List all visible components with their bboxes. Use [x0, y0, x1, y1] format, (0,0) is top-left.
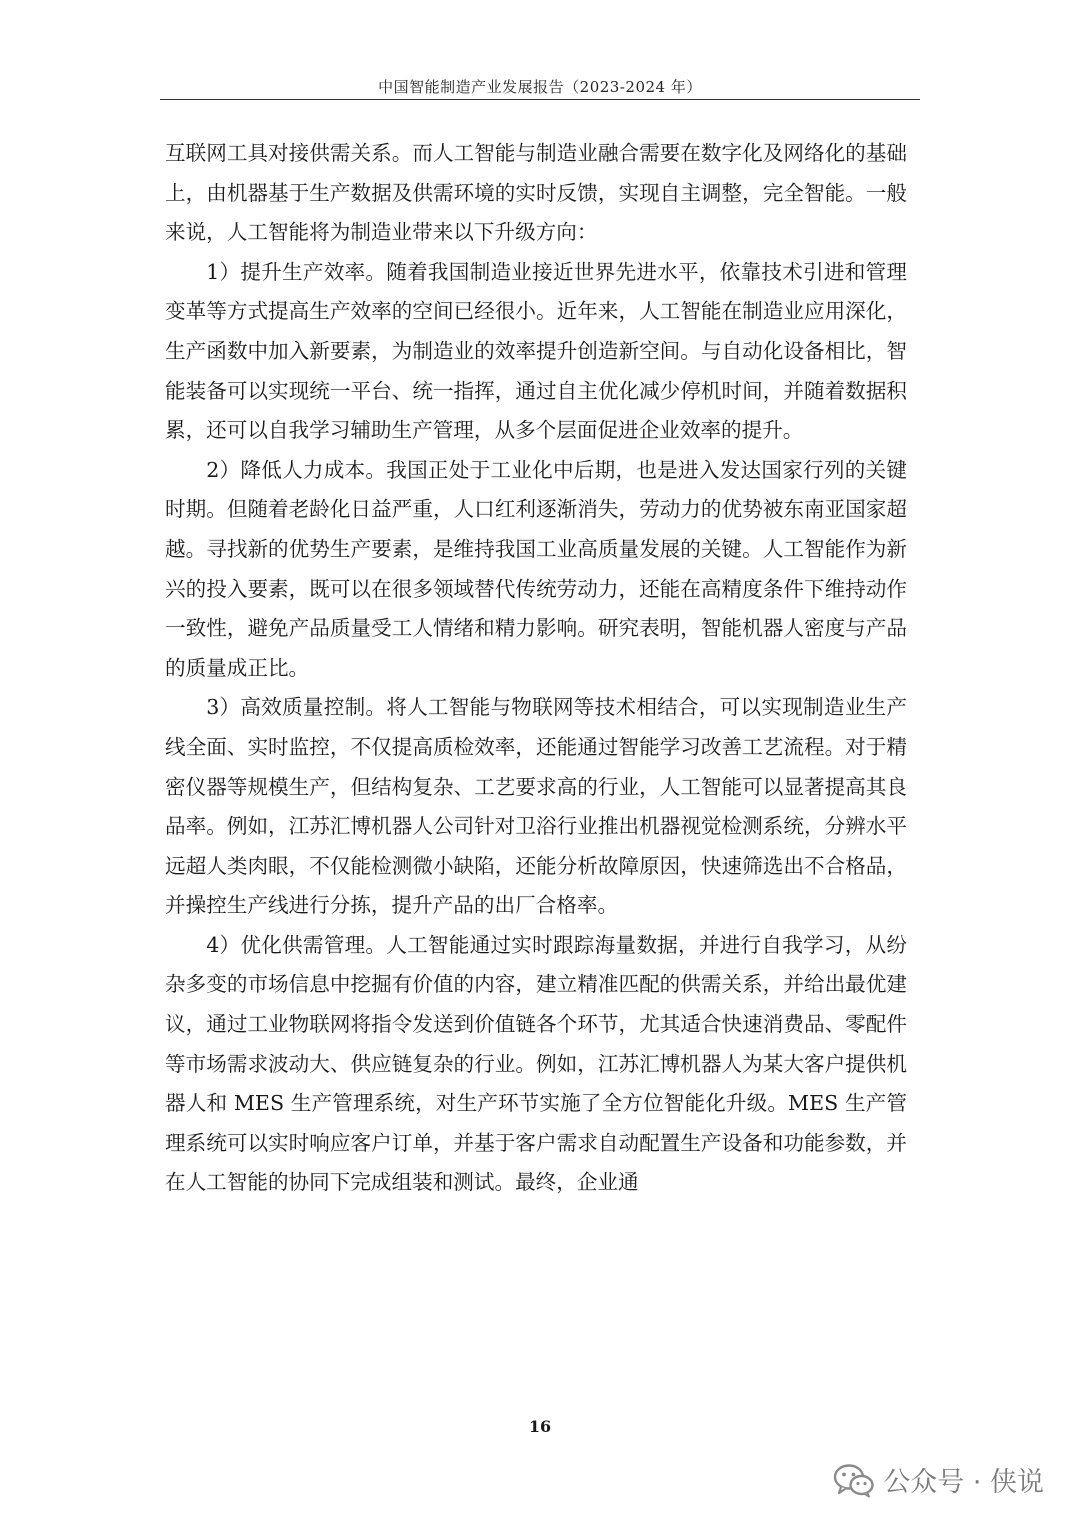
paragraph-supply-demand: 4）优化供需管理。人工智能通过实时跟踪海量数据，并进行自我学习，从纷杂多变的市场信息中挖掘有价值的内容，建立精准匹配的供需关系，并给出最优建议，通过工业物联网将指令发送到价值链各个环节，尤其适合快速消费品、零配件等市场需求波动大、供应链复杂的行业。例如，江苏汇博机器人为某大客户提供机器人和 MES 生产管理系统，对生产环节实施了全方位智能化升级。MES 生产管理系统可以实时响应客户订单，并基于客户需求自动配置生产设备和功能参数，并在人工智能的协同下完成组装和测试。最终，企业通: [165, 932, 907, 1195]
paragraph-reduce-labor-cost: 2）降低人力成本。我国正处于工业化中后期，也是进入发达国家行列的关键时期。但随着老龄化日益严重，人口红利逐渐消失，劳动力的优势被东南亚国家超越。寻找新的优势生产要素，是维持我国工业高质量发展的关键。人工智能作为新兴的投入要素，既可以在很多领域替代传统劳动力，还能在高精度条件下维持动作一致性，避免产品质量受工人情绪和精力影响。研究表明，智能机器人密度与产品的质量成正比。: [165, 457, 907, 680]
report-body: [165, 134, 907, 1203]
paragraph-continuation: 互联网工具对接供需关系。而人工智能与制造业融合需要在数字化及网络化的基础上，由机器基于生产数据及供需环境的实时反馈，实现自主调整，完全智能。一般来说，人工智能将为制造业带来以下升级方向：: [165, 141, 907, 245]
page-number: 16: [528, 1417, 552, 1436]
wechat-icon: [833, 1462, 875, 1498]
watermark-text: 公众号 · 侠说: [883, 1467, 1044, 1498]
running-header: 中国智能制造产业发展报告（2023-2024 年）: [378, 78, 702, 96]
paragraph-improve-efficiency: 1）提升生产效率。随着我国制造业接近世界先进水平，依靠技术引进和管理变革等方式提高生产效率的空间已经很小。近年来，人工智能在制造业应用深化，生产函数中加入新要素，为制造业的效率提升创造新空间。与自动化设备相比，智能装备可以实现统一平台、统一指挥，通过自主优化减少停机时间，并随着数据积累，还可以自我学习辅助生产管理，从多个层面促进企业效率的提升。: [165, 259, 907, 443]
header-divider: [160, 99, 920, 100]
wechat-watermark: [833, 1460, 1044, 1499]
paragraph-quality-control: 3）高效质量控制。将人工智能与物联网等技术相结合，可以实现制造业生产线全面、实时监控，不仅提高质检效率，还能通过智能学习改善工艺流程。对于精密仪器等规模生产，但结构复杂、工艺要求高的行业，人工智能可以显著提高其良品率。例如，江苏汇博机器人公司针对卫浴行业推出机器视觉检测系统，分辨水平远超人类肉眼，不仅能检测微小缺陷，还能分析故障原因，快速筛选出不合格品，并操控生产线进行分拣，提升产品的出厂合格率。: [165, 695, 907, 918]
